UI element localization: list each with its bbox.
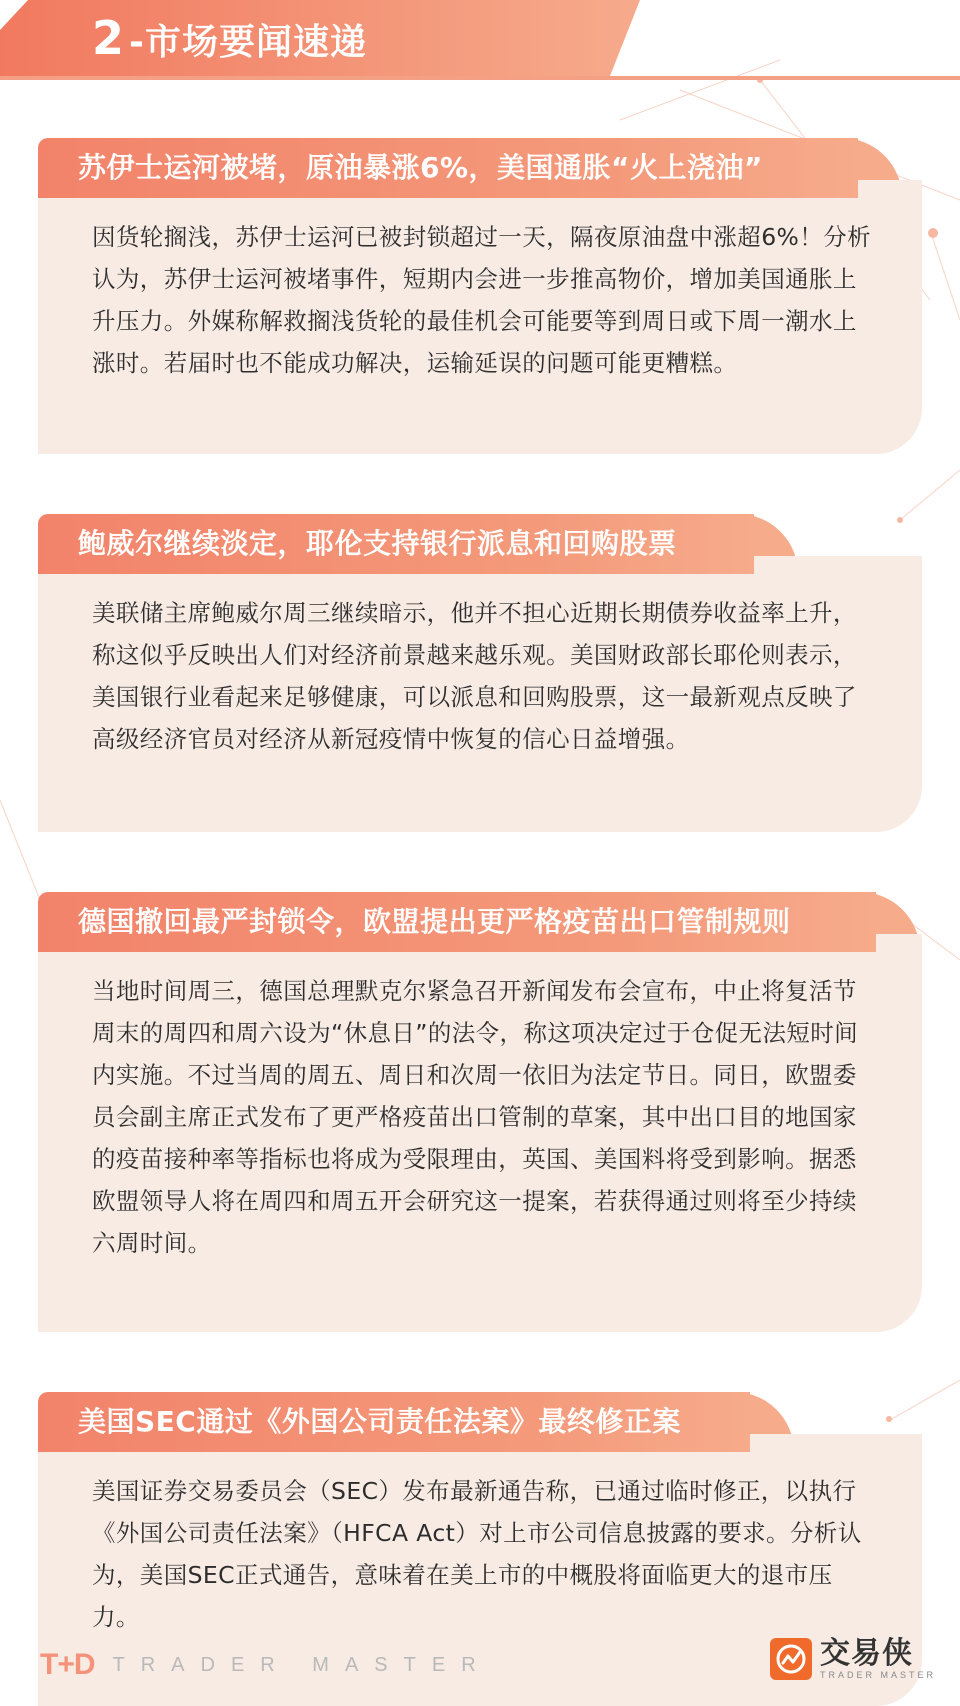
- news-card-title-bar: [38, 892, 876, 952]
- brand-chart-icon: [770, 1638, 812, 1680]
- news-card: [38, 892, 922, 1332]
- brand-logo: [770, 1638, 936, 1680]
- section-number: 2: [92, 11, 126, 65]
- td-slogan: TRADER MASTER: [112, 1653, 492, 1676]
- td-mark: T+D: [40, 1648, 95, 1681]
- section-title: [92, 12, 367, 69]
- news-card: [38, 138, 922, 454]
- news-card-title: 苏伊士运河被堵，原油暴涨6%，美国通胀“火上浇油”: [78, 151, 763, 184]
- news-card-text: 因货轮搁浅，苏伊士运河已被封锁超过一天，隔夜原油盘中涨超6%！分析认为，苏伊士运河被堵事件，短期内会进一步推高物价，增加美国通胀上升压力。外媒称解救搁浅货轮的最佳机会可能要等到周日或下周一潮水上涨时。若届时也不能成功解决，运输延误的问题可能更糟糕。: [92, 223, 871, 377]
- td-logo: [40, 1648, 492, 1682]
- news-card-title: 美国SEC通过《外国公司责任法案》最终修正案: [78, 1405, 681, 1438]
- news-card-title: 德国撤回最严封锁令，欧盟提出更严格疫苗出口管制规则: [78, 905, 791, 938]
- news-card: [38, 514, 922, 832]
- news-card-text: 当地时间周三，德国总理默克尔紧急召开新闻发布会宣布，中止将复活节周末的周四和周六设为“休息日”的法令，称这项决定过于仓促无法短时间内实施。不过当周的周五、周日和次周一依旧为法定节日。同日，欧盟委员会副主席正式发布了更严格疫苗出口管制的草案，其中出口目的地国家的疫苗接种率等指标也将成为受限理由，英国、美国料将受到影响。据悉欧盟领导人将在周四和周五开会研究这一提案，若获得通过则将至少持续六周时间。: [92, 977, 859, 1257]
- section-header: [0, 0, 960, 78]
- news-card-title-bar: [38, 514, 754, 574]
- news-card-title-bar: [38, 1392, 750, 1452]
- brand-name: 交易侠: [820, 1636, 913, 1671]
- news-card-title-bar: [38, 138, 858, 198]
- news-card-title: 鲍威尔继续淡定，耶伦支持银行派息和回购股票: [78, 527, 677, 560]
- section-title-text: -市场要闻速递: [129, 22, 367, 63]
- brand-subtitle: TRADER MASTER: [820, 1670, 937, 1680]
- news-card-text: 美联储主席鲍威尔周三继续暗示，他并不担心近期长期债券收益率上升，称这似乎反映出人们对经济前景越来越乐观。美国财政部长耶伦则表示，美国银行业看起来足够健康，可以派息和回购股票，这一最新观点反映了高级经济官员对经济从新冠疫情中恢复的信心日益增强。: [92, 599, 857, 753]
- header-underline: [0, 76, 960, 80]
- news-card-text: 美国证券交易委员会（SEC）发布最新通告称，已通过临时修正，以执行《外国公司责任法案》（HFCA Act）对上市公司信息披露的要求。分析认为，美国SEC正式通告，意味着在美上市的中概股将面临更大的退市压力。: [92, 1477, 862, 1631]
